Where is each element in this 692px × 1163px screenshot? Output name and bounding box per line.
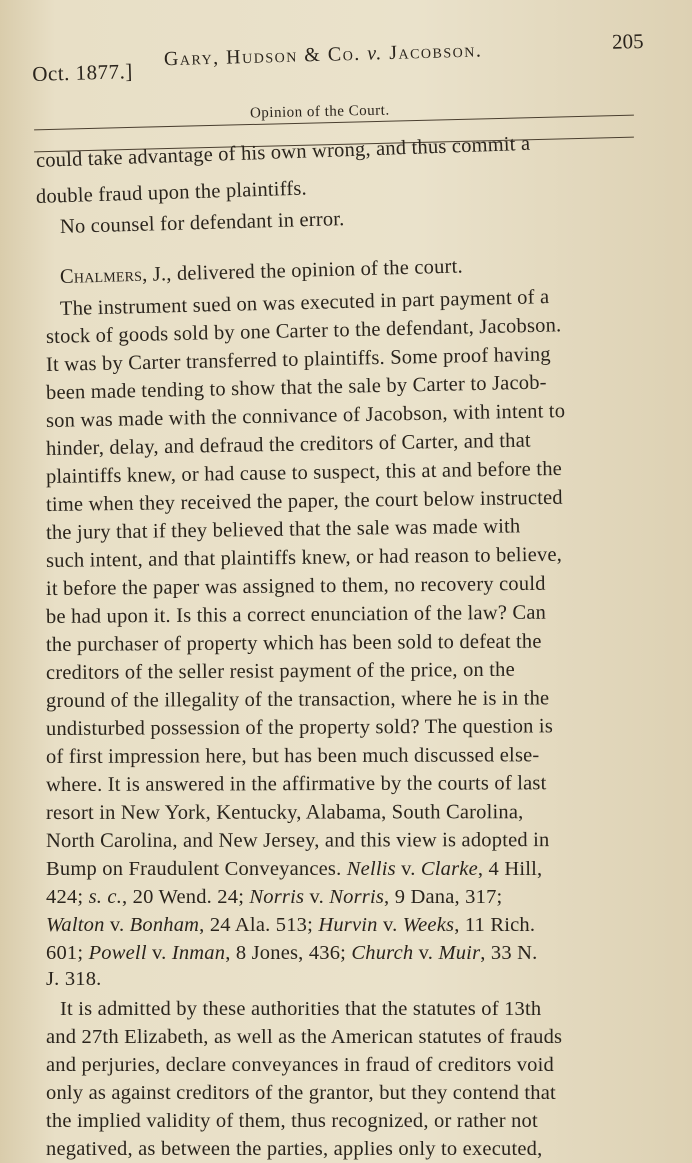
line-text: It was by Carter transferred to plaintiffs. Some proof having	[45, 343, 551, 376]
citation-text: , 8 Jones, 436;	[225, 942, 352, 964]
text-line	[46, 801, 524, 825]
running-head	[31, 27, 644, 84]
line-text: and perjuries, declare conveyances in fraud of creditors void	[46, 1054, 554, 1076]
line-text: plaintiffs knew, or had cause to suspect, this at and before the	[45, 457, 563, 488]
line-text: son was made with the connivance of Jacobson, with intent to	[45, 400, 566, 432]
text-line	[46, 1110, 538, 1133]
text-line	[46, 715, 553, 741]
text-line	[46, 886, 502, 909]
citation-text: v.	[104, 914, 130, 936]
citation-text: Bump on Fraudulent Conveyances.	[46, 858, 347, 880]
line-text: the implied validity of them, thus recognized, or rather not	[46, 1110, 538, 1132]
text-line	[46, 687, 549, 713]
case-party-a: Gary, Hudson & Co.	[163, 42, 362, 71]
line-text: stock of goods sold by one Carter to the defendant, Jacobson.	[45, 314, 562, 348]
text-line	[46, 487, 563, 517]
case-name: Nellis	[346, 858, 396, 880]
running-head-title	[164, 39, 483, 71]
line-text: where. It is answered in the affirmative by the courts of last	[45, 772, 547, 796]
citation-text: , 33 N.	[480, 942, 538, 964]
line-text: the purchaser of property which has been sold to defeat the	[45, 630, 542, 656]
case-name: Clarke	[420, 858, 478, 880]
line-text: of first impression here, but has been much discussed else-	[45, 744, 540, 768]
case-name: Hurvin	[318, 914, 378, 936]
case-name: s. c.	[88, 886, 123, 908]
citation-text: , 9 Dana, 317;	[384, 886, 503, 908]
line-text: be had upon it. Is this a correct enunciation of the law? Can	[45, 601, 547, 628]
case-name: Norris	[329, 886, 385, 908]
text-line	[60, 998, 541, 1021]
case-name: Weeks	[402, 914, 455, 936]
text-line	[46, 314, 562, 349]
line-text: , J., delivered the opinion of the court.	[141, 255, 464, 286]
text-line	[46, 458, 562, 489]
line-text: been made tending to show that the sale by Carter to Jacob-	[45, 371, 547, 404]
line-text: double fraud upon the plaintiffs.	[35, 177, 308, 208]
judge-name: Chalmers	[59, 263, 143, 288]
line-text: resort in New York, Kentucky, Alabama, South Carolina,	[45, 801, 524, 824]
case-name: Norris	[249, 886, 305, 908]
citation-text: , 20 Wend. 24;	[122, 886, 250, 908]
text-line	[60, 208, 345, 239]
text-line	[46, 1026, 562, 1049]
text-line	[36, 177, 308, 208]
line-text: undisturbed possession of the property sold? The question is	[45, 715, 554, 740]
text-line	[46, 372, 547, 405]
line-text: it before the paper was assigned to them, no recovery could	[45, 572, 546, 600]
line-text: J. 318.	[46, 968, 102, 990]
line-text: No counsel for defendant in error.	[59, 208, 345, 238]
line-text: the jury that if they believed that the sale was made with	[45, 515, 521, 544]
page-number: 205	[611, 28, 644, 54]
text-line	[46, 602, 546, 629]
citation-text: 424;	[46, 886, 89, 908]
line-text: negatived, as between the parties, applies only to executed,	[46, 1138, 543, 1160]
case-name: Powell	[88, 942, 147, 964]
text-line	[46, 858, 542, 881]
running-head-date: Oct. 1877.]	[31, 59, 134, 86]
text-line	[46, 1138, 542, 1161]
section-heading: Opinion of the Court.	[249, 102, 390, 122]
text-line	[46, 914, 535, 937]
text-line	[46, 829, 550, 853]
citation-text: v.	[146, 942, 172, 964]
citation-text: 601;	[46, 942, 89, 964]
line-text: could take advantage of his own wrong, and thus commit a	[35, 132, 531, 172]
text-line	[46, 573, 546, 601]
case-name: Church	[351, 942, 414, 964]
text-line	[46, 1082, 556, 1105]
line-text: hinder, delay, and defraud the creditors of Carter, and that	[45, 429, 532, 460]
line-text: creditors of the seller resist payment of the price, on the	[45, 658, 515, 684]
citation-text: , 11 Rich.	[454, 914, 536, 936]
text-line	[46, 772, 547, 797]
text-line	[46, 659, 515, 685]
text-line	[46, 942, 537, 965]
text-line	[46, 400, 566, 433]
citation-text: v.	[395, 858, 421, 880]
text-line	[46, 631, 542, 657]
case-party-b: Jacobson.	[388, 39, 483, 65]
citation-text: , 24 Ala. 513;	[199, 914, 319, 936]
case-name: Inman	[171, 942, 226, 964]
citation-text: , 4 Hill,	[477, 858, 543, 880]
line-text: ground of the illegality of the transaction, where he is in the	[45, 687, 550, 712]
line-text: time when they received the paper, the court below instructed	[45, 486, 563, 516]
line-text: only as against creditors of the grantor, but they contend that	[46, 1082, 556, 1104]
citation-text: v.	[413, 942, 439, 964]
case-name: Walton	[46, 914, 105, 936]
text-line	[36, 133, 531, 173]
case-name: Bonham	[129, 914, 200, 936]
text-line	[46, 515, 521, 545]
text-line	[60, 255, 463, 289]
citation-text: v.	[377, 914, 403, 936]
line-text: such intent, and that plaintiffs knew, or had reason to believe,	[45, 543, 563, 572]
versus: v.	[366, 42, 383, 65]
text-line	[46, 544, 562, 573]
text-line	[46, 1054, 554, 1077]
text-line	[46, 968, 102, 991]
text-line	[46, 343, 551, 377]
text-line	[46, 744, 540, 769]
line-text: North Carolina, and New Jersey, and this view is adopted in	[45, 829, 550, 852]
line-text: and 27th Elizabeth, as well as the American statutes of frauds	[46, 1026, 563, 1048]
case-name: Muir	[438, 942, 481, 964]
text-line	[46, 430, 531, 461]
line-text: The instrument sued on was executed in part payment of a	[59, 286, 550, 320]
line-text: It is admitted by these authorities that the statutes of 13th	[60, 998, 542, 1020]
citation-text: v.	[304, 886, 330, 908]
